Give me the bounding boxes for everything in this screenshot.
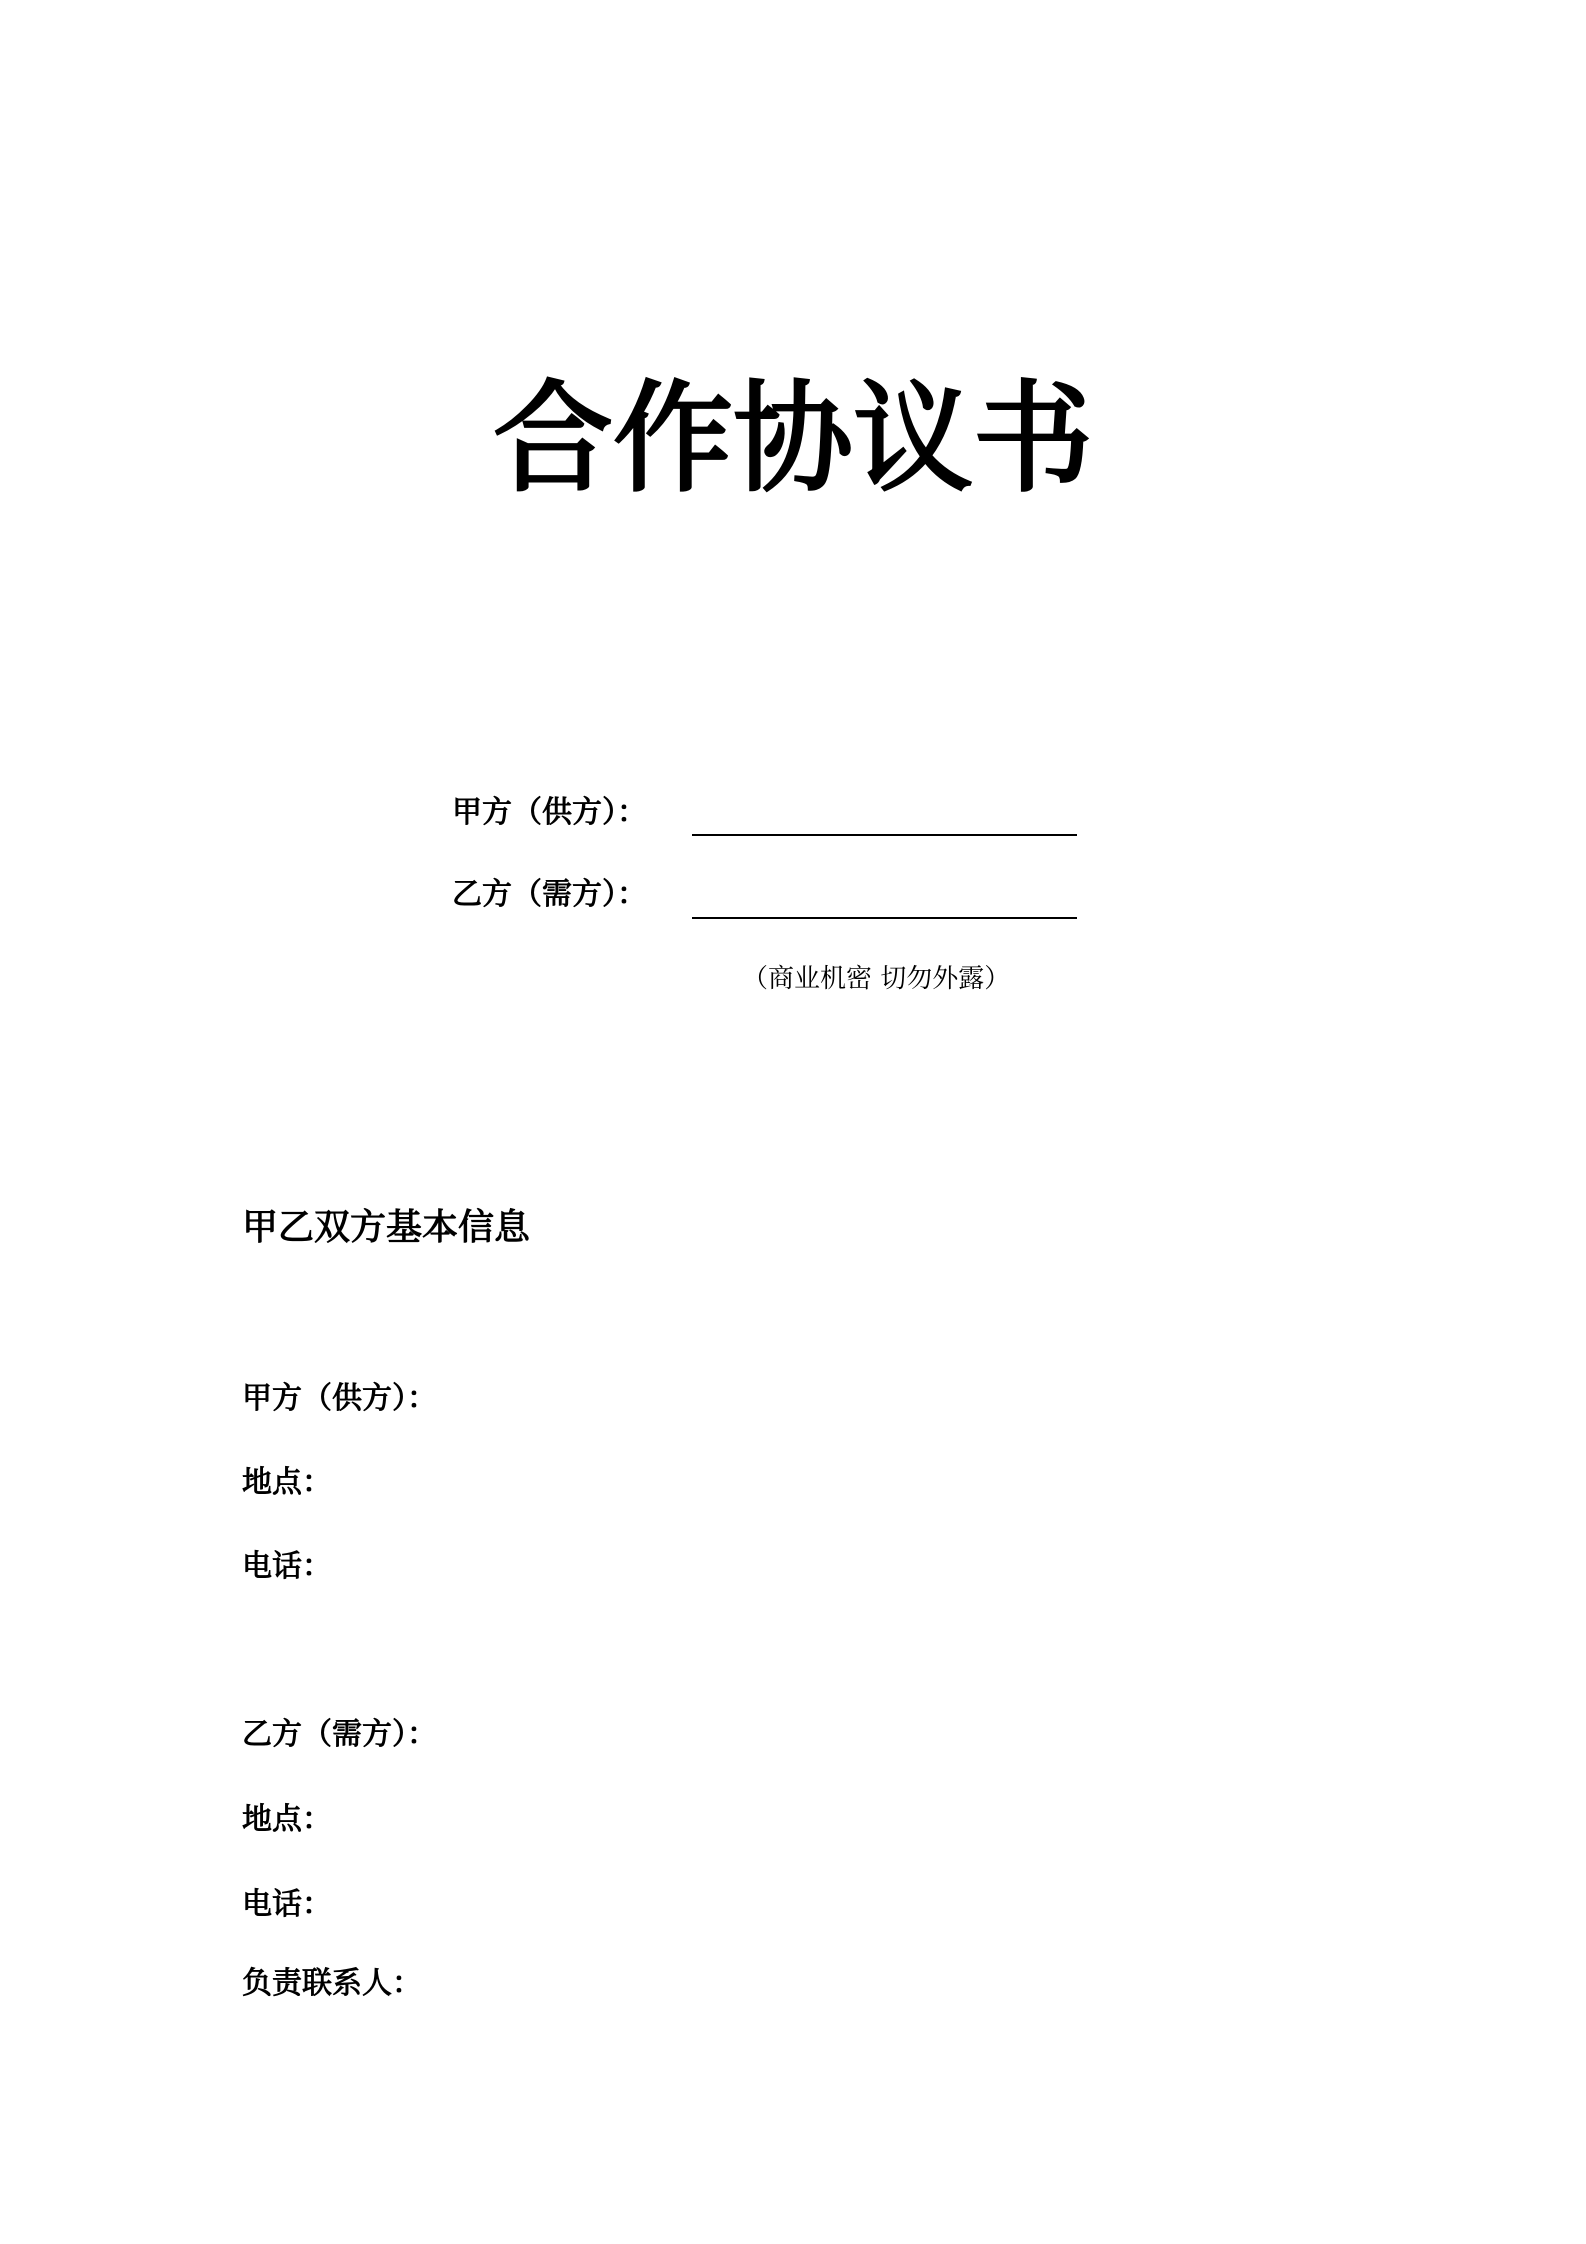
cover-party-a-signature-line (692, 834, 1077, 836)
basic-info-heading: 甲乙双方基本信息 (242, 1207, 531, 1248)
cover-party-b-signature-line (692, 917, 1077, 919)
cover-party-b-label: 乙方（需方）： (452, 877, 647, 912)
party-a-location-label: 地点： (242, 1465, 332, 1500)
party-b-label: 乙方（需方）： (242, 1717, 437, 1752)
party-a-phone-label: 电话： (242, 1549, 332, 1584)
party-b-contact-label: 负责联系人： (242, 1966, 422, 2001)
party-b-location-label: 地点： (242, 1802, 332, 1837)
party-b-phone-label: 电话： (242, 1887, 332, 1922)
document-title: 合作协议书 (493, 370, 1093, 509)
party-a-label: 甲方（供方）： (242, 1381, 437, 1416)
cover-party-a-label: 甲方（供方）： (452, 795, 647, 830)
confidential-note: （商业机密 切勿外露） (742, 964, 1011, 994)
